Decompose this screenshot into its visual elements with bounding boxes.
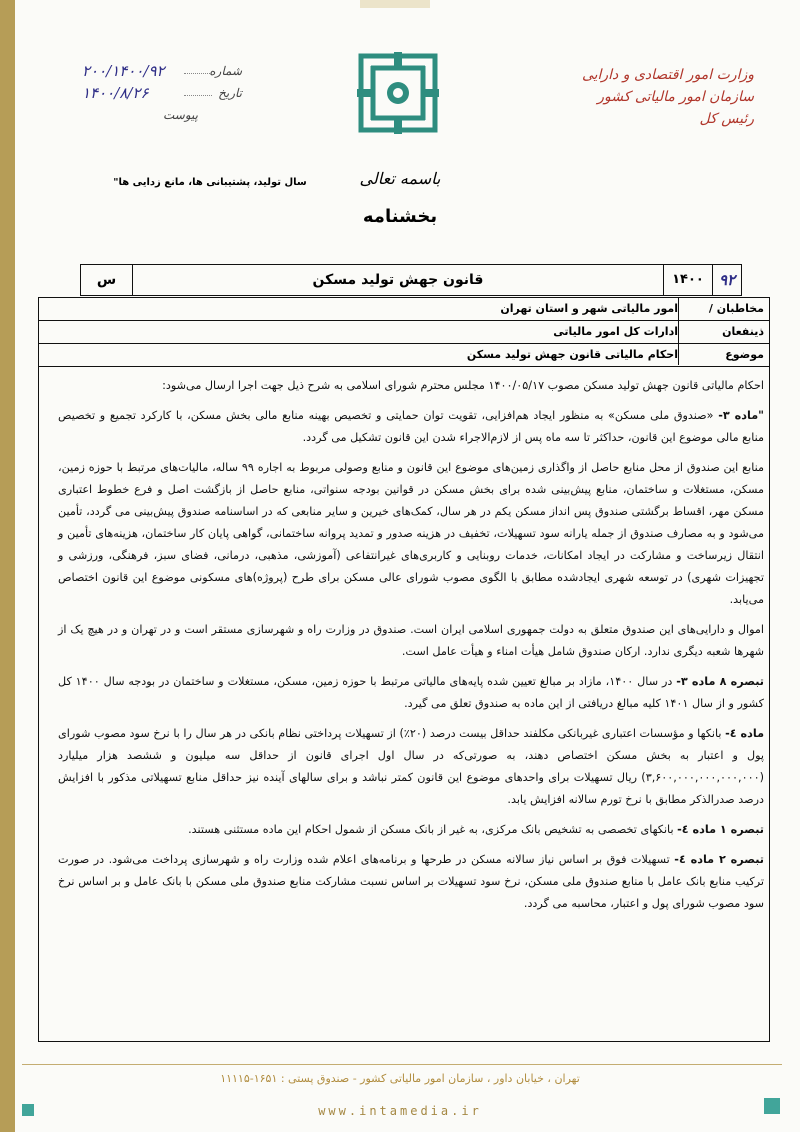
top-watermark (360, 0, 430, 8)
letter-attachment-label: پیوست (163, 108, 198, 122)
letter-date-row (72, 82, 242, 104)
footer-address: تهران ، خیابان داور ، سازمان امور مالیاتی کشور - صندوق پستی : ۱۶۵۱-۱۱۱۱۵ (220, 1072, 580, 1085)
letter-meta (72, 60, 242, 126)
bismillah-heading: باسمه تعالی (359, 169, 441, 188)
footer-divider (22, 1064, 782, 1065)
divider (132, 265, 133, 295)
decorative-sidebar (0, 0, 15, 1132)
intro-paragraph: احکام مالیاتی قانون جهش تولید مسکن مصوب ۱۴۰۰/۰۵/۱۷ مجلس محترم شورای اسلامی به شرح ذیل جهت اجرا ارسال می‌شود: (162, 379, 764, 392)
letter-number-row (72, 60, 242, 82)
note-1-text: بانکهای تخصصی به تشخیص بانک مرکزی، به غیر از بانک مسکن از شمول احکام این ماده مستثنی هستند. (188, 823, 674, 836)
ministry-name: وزارت امور اقتصادی و دارایی (581, 67, 754, 83)
letter-number-label: شماره (209, 64, 242, 78)
circular-year: ۱۴۰۰ (672, 272, 704, 287)
letter-date-label: تاریخ (218, 86, 242, 100)
letter-body (58, 375, 764, 923)
website-link[interactable]: www.intamedia.ir (318, 1104, 482, 1118)
subject-value: احکام مالیاتی قانون جهش تولید مسکن (466, 348, 678, 361)
letter-date-value: ۱۴۰۰/۸/۲۶ (82, 84, 149, 102)
frame-right-border (769, 297, 770, 1041)
letter-number-value: ۲۰۰/۱۴۰۰/۹۲ (82, 62, 165, 80)
dotted-line (184, 95, 212, 96)
note-8-heading: تبصره ۸ ماده ۳- (676, 675, 765, 688)
article-4-text: بانکها و مؤسسات اعتباری غیربانکی مکلفند حداقل بیست درصد (۲۰٪) از تسهیلات پرداختی نظام بانکی در هر سال را با نرخ سود مصوب شورای پول و اعتبار به بخش مسکن اختصاص دهند، به صورتی‌که در سال اول اجرای قانون از حداقل سه میلیون و ششصد هزار میلیارد (۳,۶۰۰,۰۰۰,۰۰۰,۰۰۰,۰۰۰) ریال تسهیلات برای واحدهای موضوع این قانون کمتر نباشد و برای سالهای آینده نیز حداقل منابع تسهیلاتی مذکور با افزایش درصد صدرالذکر مطابق با نرخ تورم سالانه افزایش یابد. (58, 727, 764, 806)
divider (663, 265, 664, 295)
note-1-article-4-paragraph (58, 819, 764, 841)
subject-label: موضوع (725, 348, 764, 361)
beneficiary-label: ذینفعان (722, 325, 764, 338)
classification-code: س (96, 272, 117, 288)
circular-subject: قانون جهش تولید مسکن (312, 272, 484, 288)
position-title: رئیس کل (699, 111, 754, 127)
tax-organization-logo (357, 52, 439, 134)
article-3-heading: "ماده ۳- (718, 409, 764, 422)
year-slogan: سال تولید، پشتیبانی ها، مانع زدایی ها" (113, 177, 307, 188)
article-3-text: «صندوق ملی مسکن» به منظور ایجاد هم‌افزایی، تقویت توان حمایتی و تخصیص بهینه منابع مالی بخش مسکن، با کارکرد تجمیع و تخصیص منابع مالی موضوع این قانون، حداکثر تا سه ماه پس از لازم‌الاجراء شدن این قانون تشکیل می گردد. (58, 409, 764, 444)
beneficiary-value: ادارات کل امور مالیاتی (553, 325, 678, 338)
article-3-paragraph (58, 405, 764, 449)
addressee-label: مخاطبان / (708, 302, 764, 315)
fund-resources-paragraph: منابع این صندوق از محل منابع حاصل از واگذاری زمین‌های موضوع این قانون و منابع وصولی مربوط به اجاره ۹۹ ساله، مالیات‌های مرتبط با حوزه زمین، مسکن، مستغلات و ساختمان، منابع پیش‌بینی شده برای بخش مسکن در قوانین بودجه سنواتی، منابع حاصل از بازگشت اصل و فرع خطوط اعتباری مسکن مهر، اقساط برگشتی صندوق پس انداز مسکن یکم در هر سال، کمک‌های خیرین و سایر منابعی که در اساسنامه صندوق پیش‌بینی می گردد، تأمین می‌شود و به مصارف صندوق از جمله یارانه سود تسهیلات، تخفیف در هزینه صدور و تمدید پروانه ساختمانی، گواهی پایان کار ساختمان، هزینه‌های تأمین و انتقال زیرساخت و مشارکت در ایجاد امکانات، خدمات روبنایی و کاربری‌های غیرانتفاعی (آموزشی، مذهبی، درمانی، فضای سبز، فرهنگی، ورزشی و تجهیزات شهری) در توسعه شهری ایجادشده مطابق با الگوی مصوب شورای عالی مسکن برای طرح (پروژه)های مسکونی موضوع این قانون اختصاص می‌یابد. (58, 461, 764, 606)
organization-header (582, 64, 754, 130)
addressee-row (38, 298, 770, 321)
organization-name: سازمان امور مالیاتی کشور (597, 89, 754, 105)
article-4-heading: ماده ٤- (725, 727, 765, 740)
article-4-paragraph (58, 723, 764, 811)
frame-left-border (38, 297, 39, 1041)
document-title: بخشنامه (362, 206, 438, 227)
circular-title-bar (80, 264, 742, 296)
note-8-article-3-paragraph (58, 671, 764, 715)
beneficiary-row (38, 321, 770, 344)
footer-square-icon (764, 1098, 780, 1114)
frame-bottom-border (38, 1041, 770, 1042)
note-2-text: تسهیلات فوق بر اساس نیاز سالانه مسکن در طرحها و برنامه‌های اعلام شده وزارت راه و شهرسازی پرداخت می‌شود. در صورت ترکیب منابع بانک عامل با منابع صندوق ملی مسکن، نرخ سود تسهیلات بر اساس نسبت مشارکت منابع صندوق ملی مسکن با بانک عامل و بر اساس نرخ سود مصوب شورای پول و اعتبار، محاسبه می گردد. (58, 853, 764, 910)
subject-row (38, 344, 770, 367)
fund-assets-paragraph: اموال و دارایی‌های این صندوق متعلق به دولت جمهوری اسلامی ایران است. صندوق در وزارت راه و شهرسازی مستقر است و در تهران و در هیچ یک از شهرها شعبه دیگری ندارد. ارکان صندوق شامل هیأت امناء و هیأت عامل است. (58, 623, 764, 658)
divider (712, 265, 713, 295)
note-1-heading: تبصره ۱ ماده ٤- (677, 823, 764, 836)
addressee-grid (38, 297, 770, 367)
circular-number: ۹۲ (718, 271, 736, 289)
dotted-line (184, 73, 212, 74)
note-2-heading: تبصره ۲ ماده ٤- (674, 853, 764, 866)
note-2-article-4-paragraph (58, 849, 764, 915)
note-8-text: در سال ۱۴۰۰، مازاد بر مبالغ تعیین شده پایه‌های مالیاتی مرتبط با حوزه زمین، مسکن، مستغلات و ساختمان در بودجه سال ۱۴۰۰ کل کشور و از سال ۱۴۰۱ کلیه مبالغ دریافتی از این ماده به صندوق تعلق می گیرد. (58, 675, 764, 710)
letter-attachment-row (72, 104, 242, 126)
footer-square-icon (22, 1104, 34, 1116)
addressee-value: امور مالیاتی شهر و استان تهران (500, 302, 678, 315)
